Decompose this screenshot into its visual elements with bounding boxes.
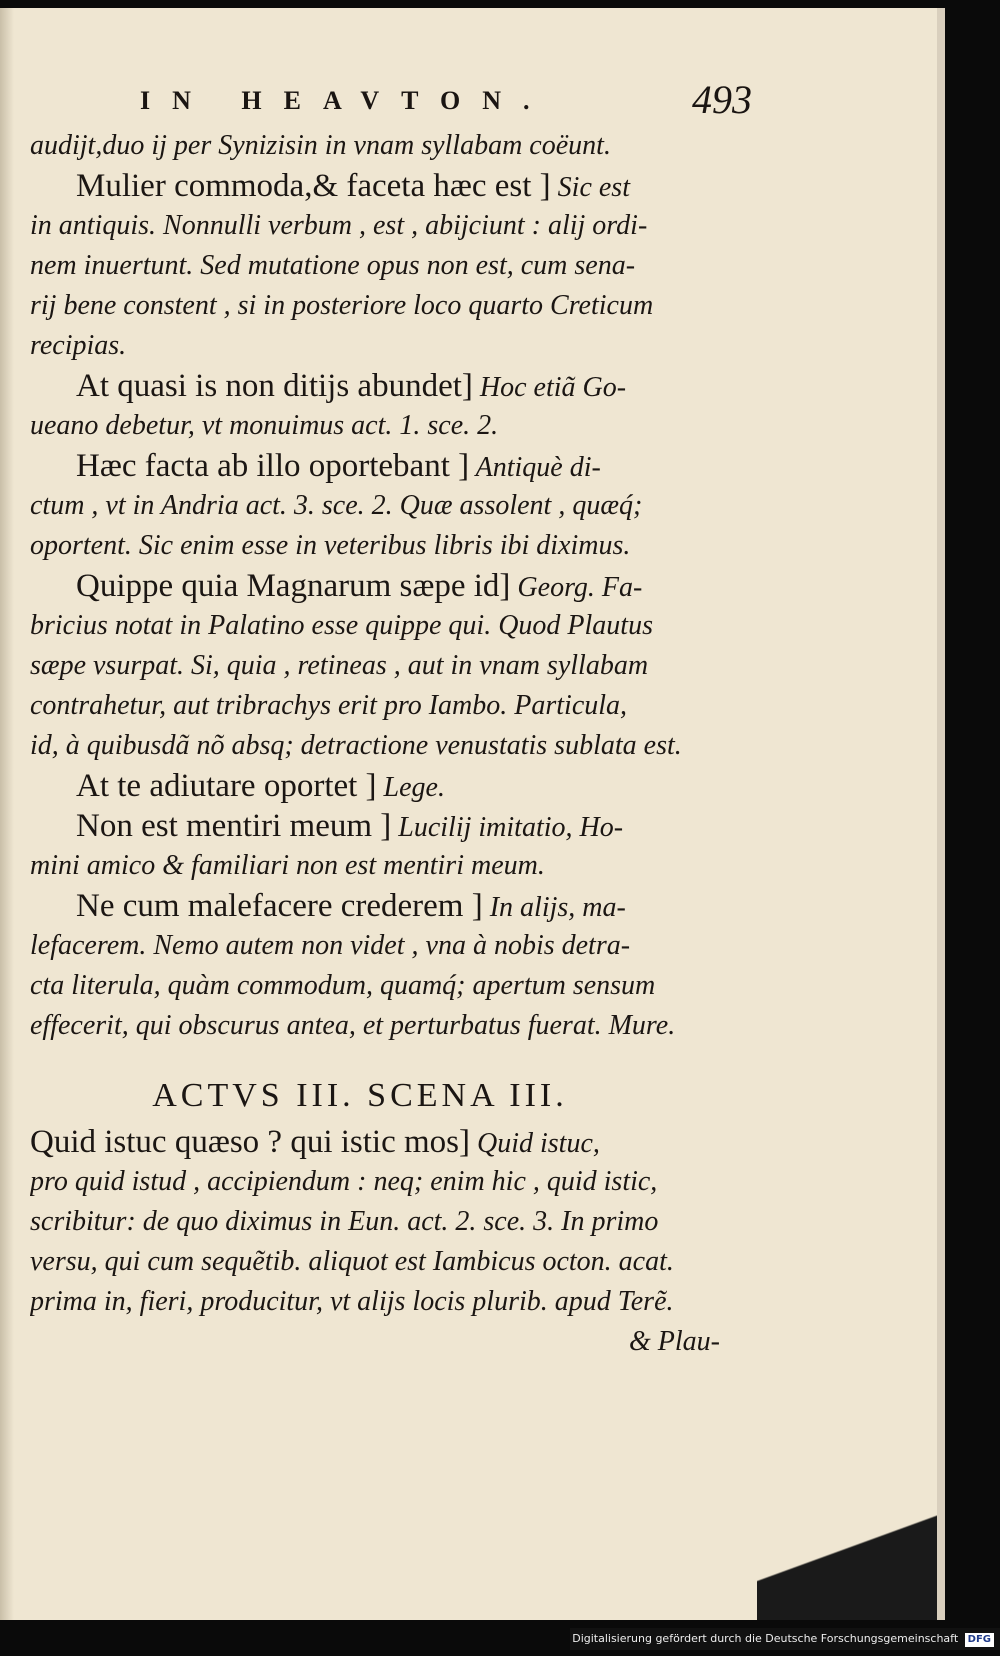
lemma-line — [30, 886, 740, 926]
commentary-line: recipias. — [30, 330, 127, 361]
commentary-line: bricius notat in Palatino esse quippe qui. Quod Plautus — [30, 610, 653, 641]
lemma-line — [30, 766, 740, 806]
lemma-text: Hæc facta ab illo oportebant ] — [76, 448, 470, 484]
lemma-text: At te adiutare oportet ] — [76, 768, 377, 804]
lemma-line — [30, 366, 740, 406]
commentary-line: in antiquis. Nonnulli verbum , est , abijciunt : alij ordi- — [30, 210, 648, 241]
commentary-line: ctum , vt in Andria act. 3. sce. 2. Quæ assolent , quæq́; — [30, 490, 643, 521]
commentary-text: Quid istuc, — [470, 1128, 600, 1159]
commentary-line: versu, qui cum sequẽtib. aliquot est Iambicus octon. acat. — [30, 1246, 674, 1277]
running-title: IN HEAVTON. — [140, 86, 552, 115]
commentary-text: Lege. — [376, 772, 445, 803]
lemma-text: Mulier commoda,& faceta hæc est ] — [76, 168, 551, 204]
commentary-line: rij bene constent , si in posteriore loco quarto Creticum — [30, 290, 654, 321]
commentary-line: lefacerem. Nemo autem non videt , vna à nobis detra- — [30, 930, 631, 961]
funding-footer — [570, 1628, 1000, 1650]
book-page — [0, 8, 945, 1620]
catchword: & Plau- — [629, 1326, 720, 1357]
commentary-line: id, à quibusdã nõ absq; detractione venustatis sublata est. — [30, 730, 682, 761]
commentary-text: Sic est — [550, 172, 630, 203]
commentary-line: prima in, fieri, producitur, vt alijs locis plurib. apud Terẽ. — [30, 1286, 674, 1317]
dfg-logo: DFG — [965, 1633, 994, 1647]
lemma-line — [30, 166, 740, 206]
lemma-text: Non est mentiri meum ] — [76, 808, 392, 844]
lemma-text: At quasi is non ditijs abundet] — [76, 368, 473, 404]
commentary-line: mini amico & familiari non est mentiri meum. — [30, 850, 545, 881]
body-text — [30, 126, 740, 1362]
lemma-line — [30, 566, 740, 606]
commentary-line: contrahetur, aut tribrachys erit pro Iambo. Particula, — [30, 690, 628, 721]
commentary-line: ueano debetur, vt monuimus act. 1. sce. 2. — [30, 410, 499, 441]
commentary-line: scribitur: de quo diximus in Eun. act. 2. sce. 3. In primo — [30, 1206, 659, 1237]
commentary-line: pro quid istud , accipiendum : neq; enim hic , quid istic, — [30, 1166, 658, 1197]
commentary-line: cta literula, quàm commodum, quamq́; apertum sensum — [30, 970, 656, 1001]
lemma-line — [30, 806, 740, 846]
page-number: 493 — [692, 77, 752, 122]
commentary-text: Hoc etiã Go- — [472, 372, 627, 403]
commentary-line: nem inuertunt. Sed mutatione opus non est, cum sena- — [30, 250, 636, 281]
lemma-text: Quid istuc quæso ? qui istic mos] — [30, 1124, 470, 1160]
scene-heading: ACTVS III. SCENA III. — [152, 1077, 568, 1114]
commentary-text: Georg. Fa- — [510, 572, 643, 603]
commentary-text: In alijs, ma- — [482, 892, 626, 923]
commentary-line: audijt,duo ij per Synizisin in vnam syllabam coëunt. — [30, 130, 611, 161]
section-gap — [30, 1046, 740, 1070]
lemma-line — [30, 446, 740, 486]
lemma-text: Ne cum malefacere crederem ] — [76, 888, 483, 924]
page-header — [140, 77, 752, 122]
commentary-line: effecerit, qui obscurus antea, et perturbatus fuerat. Mure. — [30, 1010, 676, 1041]
commentary-text: Antiquè di- — [469, 452, 601, 483]
commentary-text: Lucilij imitatio, Ho- — [391, 812, 624, 843]
lemma-line — [30, 1122, 740, 1162]
funding-text: Digitalisierung gefördert durch die Deutsche Forschungsgemeinschaft — [572, 1632, 959, 1645]
lemma-text: Quippe quia Magnarum sæpe id] — [76, 568, 511, 604]
commentary-line: oportent. Sic enim esse in veteribus libris ibi diximus. — [30, 530, 631, 561]
commentary-line: sæpe vsurpat. Si, quia , retineas , aut in vnam syllabam — [30, 650, 649, 681]
